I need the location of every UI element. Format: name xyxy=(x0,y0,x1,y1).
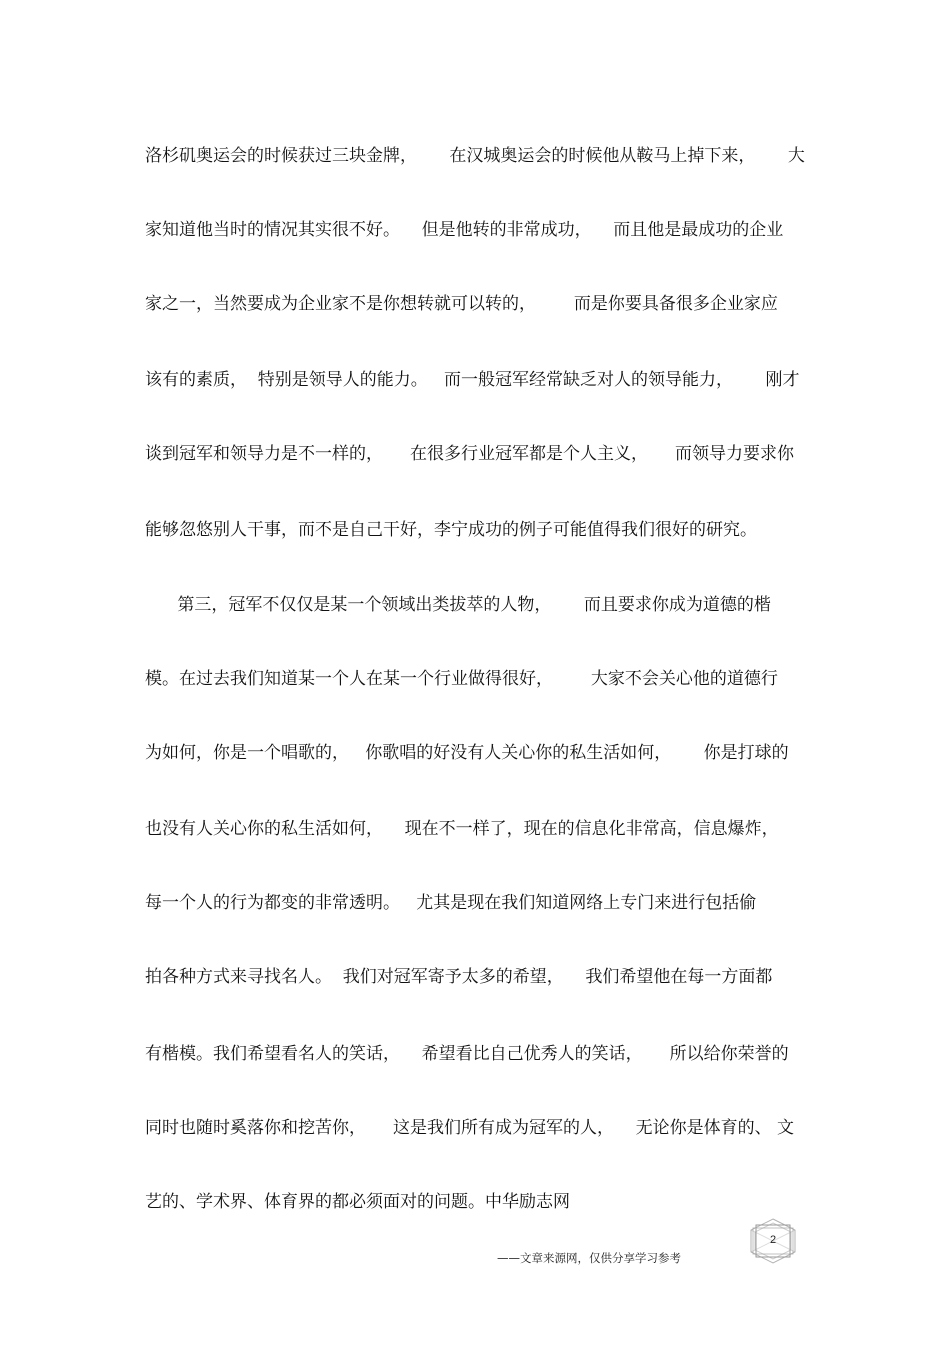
paragraph-line: 第三，冠军不仅仅是某一个领域出类拔萃的人物， 而且要求你成为道德的楷 xyxy=(145,595,771,615)
paragraph-line: 洛杉矶奥运会的时候获过三块金牌， 在汉城奥运会的时候他从鞍马上掉下来， 大 xyxy=(145,146,805,166)
paragraph-line: 也没有人关心你的私生活如何， 现在不一样了，现在的信息化非常高，信息爆炸， xyxy=(145,819,779,839)
source-note: ——文章来源网，仅供分享学习参考 xyxy=(497,1251,681,1265)
paragraph-line: 拍各种方式来寻找名人。 我们对冠军寄予太多的希望， 我们希望他在每一方面都 xyxy=(145,967,773,987)
paragraph-line: 该有的素质， 特别是领导人的能力。 而一般冠军经常缺乏对人的领导能力， 刚才 xyxy=(145,370,800,390)
paragraph-line: 能够忽悠别人干事，而不是自己干好，李宁成功的例子可能值得我们很好的研究。 xyxy=(145,520,757,540)
paragraph-line: 为如何，你是一个唱歌的， 你歌唱的好没有人关心你的私生活如何， 你是打球的 xyxy=(145,743,789,763)
paragraph-line: 艺的、学术界、体育界的都必须面对的问题。中华励志网 xyxy=(145,1192,570,1212)
paragraph-line: 谈到冠军和领导力是不一样的， 在很多行业冠军都是个人主义， 而领导力要求你 xyxy=(145,444,795,464)
paragraph-line: 每一个人的行为都变的非常透明。 尤其是现在我们知道网络上专门来进行包括偷 xyxy=(145,893,757,913)
page-number-badge xyxy=(748,1218,798,1264)
paragraph-line: 模。在过去我们知道某一个人在某一个行业做得很好， 大家不会关心他的道德行 xyxy=(145,669,778,689)
paragraph-line: 同时也随时奚落你和挖苦你， 这是我们所有成为冠军的人， 无论你是体育的、 文 xyxy=(145,1118,795,1138)
paragraph-line: 有楷模。我们希望看名人的笑话， 希望看比自己优秀人的笑话， 所以给你荣誉的 xyxy=(145,1044,789,1064)
paragraph-line: 家之一，当然要成为企业家不是你想转就可以转的， 而是你要具备很多企业家应 xyxy=(145,294,778,314)
page-number: 2 xyxy=(769,1234,777,1246)
paragraph-line: 家知道他当时的情况其实很不好。 但是他转的非常成功， 而且他是最成功的企业 xyxy=(145,220,784,240)
